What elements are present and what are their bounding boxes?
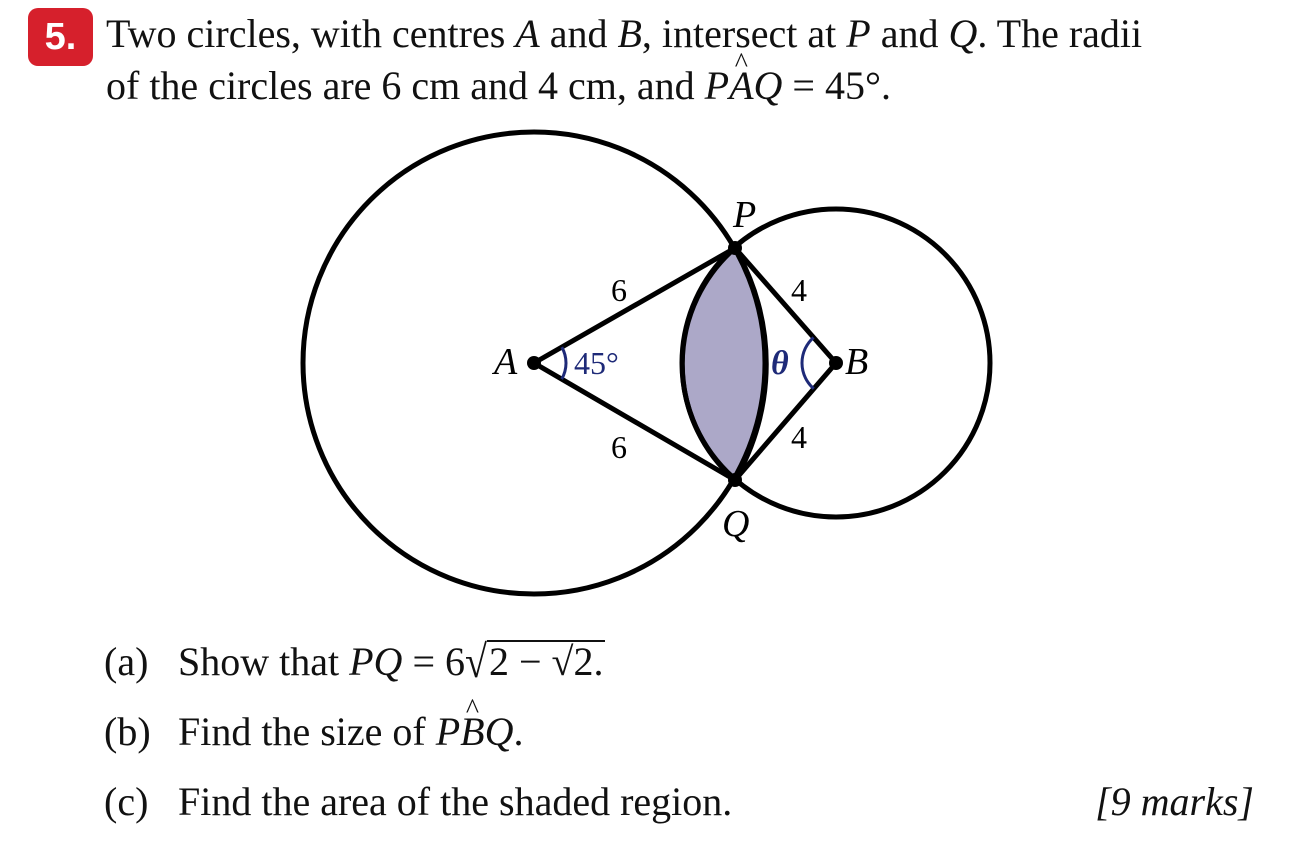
part-a-lhs: PQ [349, 639, 403, 684]
label-P: P [733, 194, 757, 236]
stem-text: . The radii [977, 11, 1143, 56]
var-A: A [515, 11, 540, 56]
label-A: A [494, 341, 518, 383]
part-a-eq: = 6 [402, 639, 466, 684]
part-b-var-B-hat: B ^ [460, 704, 484, 760]
var-B: B [617, 11, 642, 56]
part-a [104, 634, 1254, 704]
angle-label-A: 45° [574, 345, 619, 381]
length-label-BQ: 4 [791, 419, 807, 455]
angle-arc-B [802, 337, 814, 388]
stem-text: = 45°. [782, 63, 891, 108]
stem-text: Two circles, with centres [106, 11, 516, 56]
part-a-text [178, 634, 605, 690]
stem-text: and [539, 11, 618, 56]
point-B [829, 356, 843, 370]
point-A [527, 356, 541, 370]
length-label-AP: 6 [611, 272, 627, 308]
stem-text: of the circles are 6 cm and 4 cm, and [106, 63, 705, 108]
part-b-var-Q: Q [484, 709, 514, 754]
part-b-label: (b) [104, 709, 151, 754]
part-b-text [178, 704, 524, 760]
point-Q [728, 473, 742, 487]
length-label-BP: 4 [791, 272, 807, 308]
part-a-label: (a) [104, 639, 149, 684]
var-P: P [846, 11, 871, 56]
part-b-var-P: P [435, 709, 461, 754]
part-a-prompt: Show that [178, 639, 350, 684]
length-label-AQ: 6 [611, 429, 627, 465]
var-Q: Q [948, 11, 978, 56]
shaded-lens-region [682, 248, 766, 480]
label-Q: Q [722, 503, 750, 545]
sqrt-radicand: 2 − √2. [488, 639, 604, 684]
part-c-text: Find the area of the shaded region. [178, 779, 733, 824]
part-c [104, 774, 1254, 844]
part-c-label: (c) [104, 779, 149, 824]
question-number: 5. [44, 15, 77, 58]
sqrt-expression [465, 634, 605, 690]
marks-total: [9 marks] [1095, 779, 1254, 824]
angle-arc-A [562, 347, 566, 379]
part-b [104, 704, 1254, 774]
question-parts [104, 634, 1254, 844]
point-P [728, 241, 742, 255]
sqrt-sign-icon: √ [465, 635, 487, 688]
label-B: B [845, 341, 869, 383]
stem-text: , intersect at [641, 11, 847, 56]
angle-var-Q: Q [753, 63, 783, 108]
angle-label-theta: θ [771, 345, 789, 382]
stem-text: and [870, 11, 949, 56]
part-b-end: . [513, 709, 524, 754]
angle-var-P: P [704, 63, 730, 108]
part-b-prompt: Find the size of [178, 709, 436, 754]
angle-var-A-hat: A ^ [729, 60, 753, 112]
